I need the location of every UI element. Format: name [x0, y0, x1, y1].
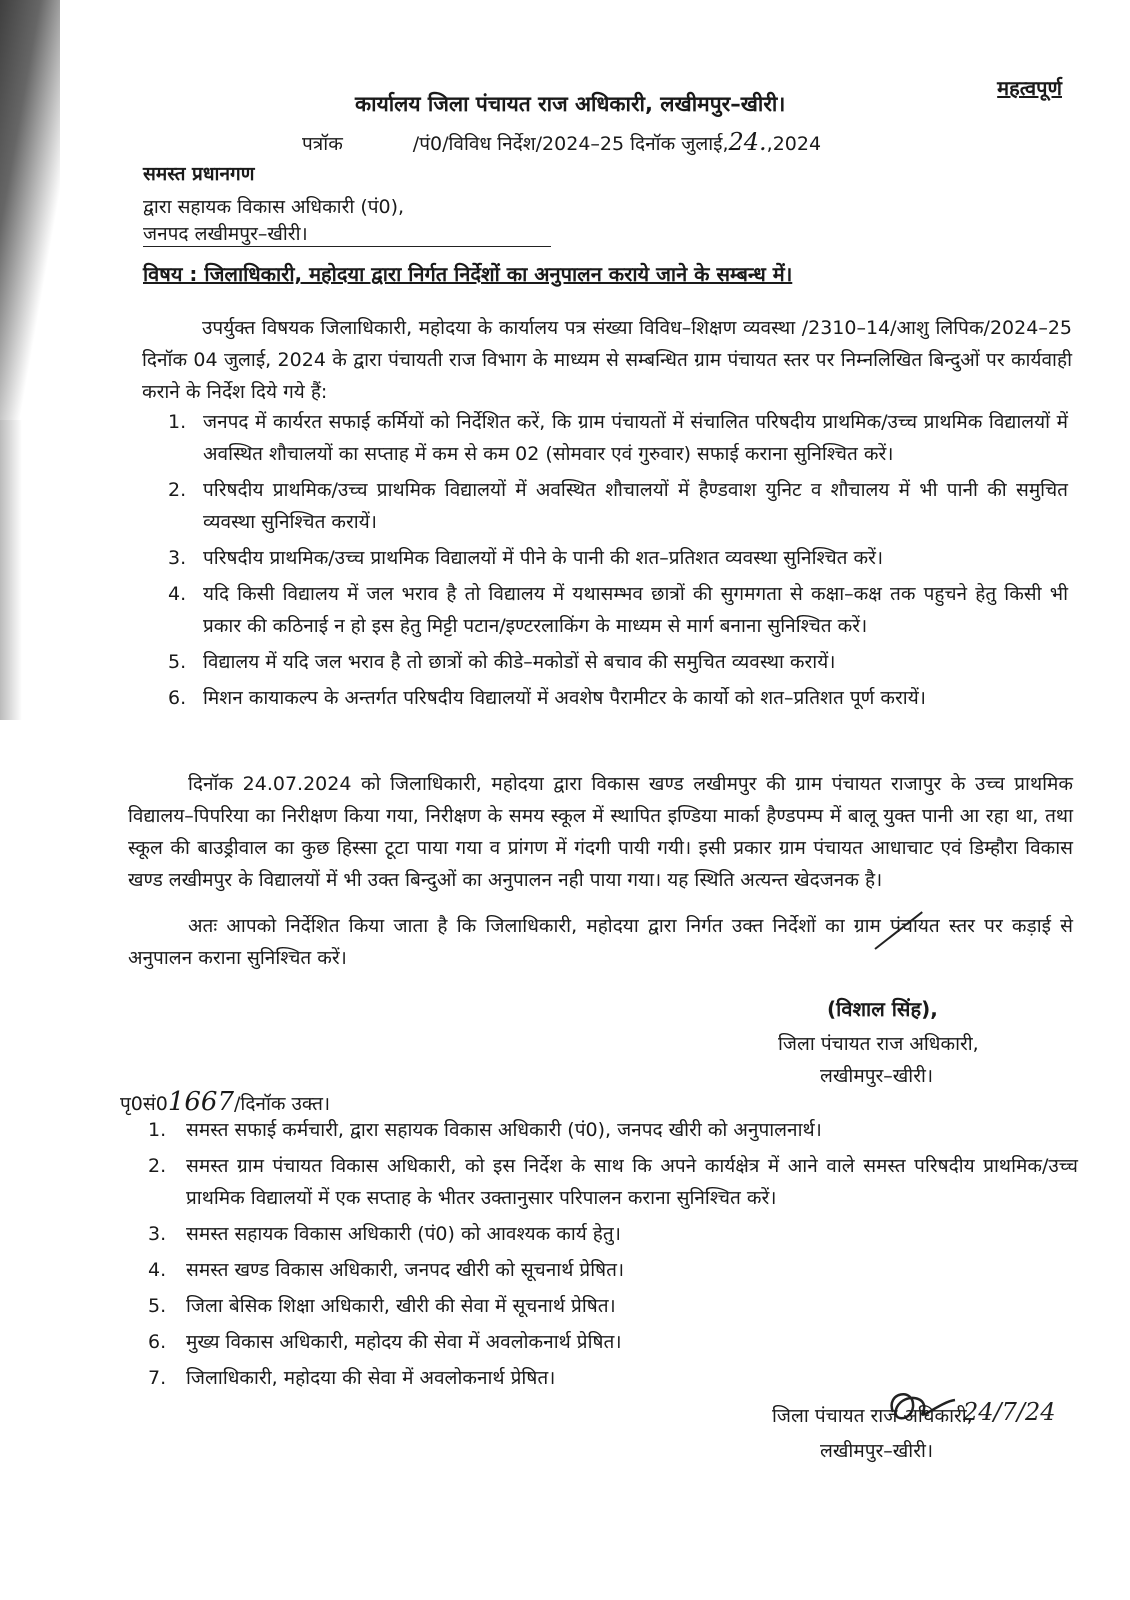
list-item: 4. समस्त खण्ड विकास अधिकारी, जनपद खीरी को सूचनार्थ प्रेषित।: [148, 1259, 625, 1281]
list-item: 3. परिषदीय प्राथमिक/उच्च प्राथमिक विद्यालयों में पीने के पानी की शत–प्रतिशत व्यवस्था सुनिश्चित करें।: [168, 547, 884, 569]
addressee-line-2: द्वारा सहायक विकास अधिकारी (पं0),: [143, 196, 405, 218]
handwritten-date: 24/7/24: [963, 1398, 1055, 1426]
signatory-name: (विशाल सिंह),: [827, 997, 938, 1021]
list-item: 6. मिशन कायाकल्प के अन्तर्गत परिषदीय विद्यालयों में अवशेष पैरामीटर के कार्यो को शत–प्रतिशत पूर्ण करायें।: [168, 687, 926, 709]
office-heading: कार्यालय जिला पंचायत राज अधिकारी, लखीमपुर–खीरी।: [355, 92, 786, 116]
directive-list: [168, 406, 1068, 714]
addressee-line-1: समस्त प्रधानगण: [143, 163, 255, 185]
important-mark: महत्वपूर्ण: [997, 76, 1062, 100]
list-item: 5. विद्यालय में यदि जल भराव है तो छात्रों को कीडे–मकोडों से बचाव की समुचित व्यवस्था करायें।: [168, 651, 836, 673]
inspection-paragraph: दिनॉक 24.07.2024 को जिलाधिकारी, महोदया द्वारा विकास खण्ड लखीमपुर की ग्राम पंचायत राजापुर के उच्च प्राथमिक विद्यालय–पिपरिया का निरीक्षण किया गया, निरीक्षण के समय स्कूल में स्थापित इण्डिया मार्का हैण्डपम्प में बालू युक्त पानी आ रहा था, तथा स्कूल की बाउड्रीवाल का कुछ हिस्सा टूटा पाया गया व प्रांगण में गंदगी पायी गयी। इसी प्रकार ग्राम पंचायत आधाचाट एवं डिम्हौरा विकास खण्ड लखीमपुर के विद्यालयों में भी उक्त बिन्दुओं का अनुपालन नही पाया गया। यह स्थिति अत्यन्त खेदजनक है।: [128, 773, 1073, 891]
addressee-rule: [143, 246, 551, 247]
list-item: 7. जिलाधिकारी, महोदया की सेवा में अवलोकनार्थ प्रेषित।: [148, 1367, 556, 1389]
ref-year: ,2024: [766, 133, 822, 155]
list-item: 3. समस्त सहायक विकास अधिकारी (पं0) को आवश्यक कार्य हेतु।: [148, 1223, 621, 1245]
list-item: 2. समस्त ग्राम पंचायत विकास अधिकारी, को इस निर्देश के साथ कि अपने कार्यक्षेत्र में आने वाले समस्त परिषदीय प्राथमिक/उच्च प्राथमिक विद्यालयों में एक सप्ताह के भीतर उक्तानुसार परिपालन कराना सुनिश्चित करें।: [148, 1155, 1078, 1209]
signatory-designation-2: जिला पंचायत राज अधिकारी,: [772, 1405, 973, 1427]
ref-text: /पं0/विविध निर्देश/2024–25 दिनॉक जुलाई,: [412, 133, 729, 155]
subject-line: विषय : जिलाधिकारी, महोदया द्वारा निर्गत निर्देशों का अनुपालन कराये जाने के सम्बन्ध में।: [143, 262, 793, 286]
list-item: 1. जनपद में कार्यरत सफाई कर्मियों को निर्देशित करें, कि ग्राम पंचायतों में संचालित परिषदीय प्राथमिक/उच्च प्राथमिक विद्यालयों में अवस्थित शौचालयों का सप्ताह में कम से कम 02 (सोमवार एवं गुरुवार) सफाई कराना सुनिश्चित करें।: [168, 411, 1068, 465]
list-item: 6. मुख्य विकास अधिकारी, महोदय की सेवा में अवलोकनार्थ प्रेषित।: [148, 1331, 622, 1353]
signatory-designation: जिला पंचायत राज अधिकारी,: [778, 1033, 979, 1055]
handwritten-day: 24.: [728, 128, 767, 156]
list-item: 4. यदि किसी विद्यालय में जल भराव है तो विद्यालय में यथासम्भव छात्रों की सुगमगता से कक्षा–कक्ष तक पहुचने हेतु किसी भी प्रकार की कठिनाई न हो इस हेतु मिट्टी पटान/इण्टरलाकिंग के माध्यम से मार्ग बनाना सुनिश्चित करें।: [168, 583, 1068, 637]
reference-line: [302, 128, 821, 156]
addressee-line-3: जनपद लखीमपुर–खीरी।: [143, 223, 308, 245]
signatory-place: लखीमपुर–खीरी।: [820, 1065, 934, 1087]
list-item: 2. परिषदीय प्राथमिक/उच्च प्राथमिक विद्यालयों में अवस्थित शौचालयों में हैण्डवाश युनिट व शौचालय में भी पानी की समुचित व्यवस्था सुनिश्चित करायें।: [168, 479, 1068, 533]
page-edge-shadow: [0, 0, 60, 420]
instruction-paragraph: अतः आपको निर्देशित किया जाता है कि जिलाधिकारी, महोदया द्वारा निर्गत उक्त निर्देशों का ग्राम पंचायत स्तर पर कड़ाई से अनुपालन कराना सुनिश्चित करें।: [128, 915, 1073, 969]
handwritten-number: 1667: [167, 1087, 234, 1117]
page-edge-shade: [0, 420, 22, 720]
list-item: 1. समस्त सफाई कर्मचारी, द्वारा सहायक विकास अधिकारी (पं0), जनपद खीरी को अनुपालनार्थ।: [148, 1119, 822, 1141]
intro-paragraph: उपर्युक्त विषयक जिलाधिकारी, महोदया के कार्यालय पत्र संख्या विविध–शिक्षण व्यवस्था /2310–14/आशु लिपिक/2024–25 दिनॉक 04 जुलाई, 2024 के द्वारा पंचायती राज विभाग के माध्यम से सम्बन्धित ग्राम पंचायत स्तर पर निम्नलिखित बिन्दुओं पर कार्यवाही कराने के निर्देश दिये गये हैं:: [142, 317, 1072, 403]
list-item: 5. जिला बेसिक शिक्षा अधिकारी, खीरी की सेवा में सूचनार्थ प्रेषित।: [148, 1295, 616, 1317]
ref-prefix: पत्रॉक: [302, 133, 343, 155]
copy-to-list: [148, 1114, 1078, 1394]
signatory-place-2: लखीमपुर–खीरी।: [820, 1440, 934, 1462]
endorsement-line: पृ0सं01667/दिनॉक उक्त।: [120, 1087, 331, 1117]
